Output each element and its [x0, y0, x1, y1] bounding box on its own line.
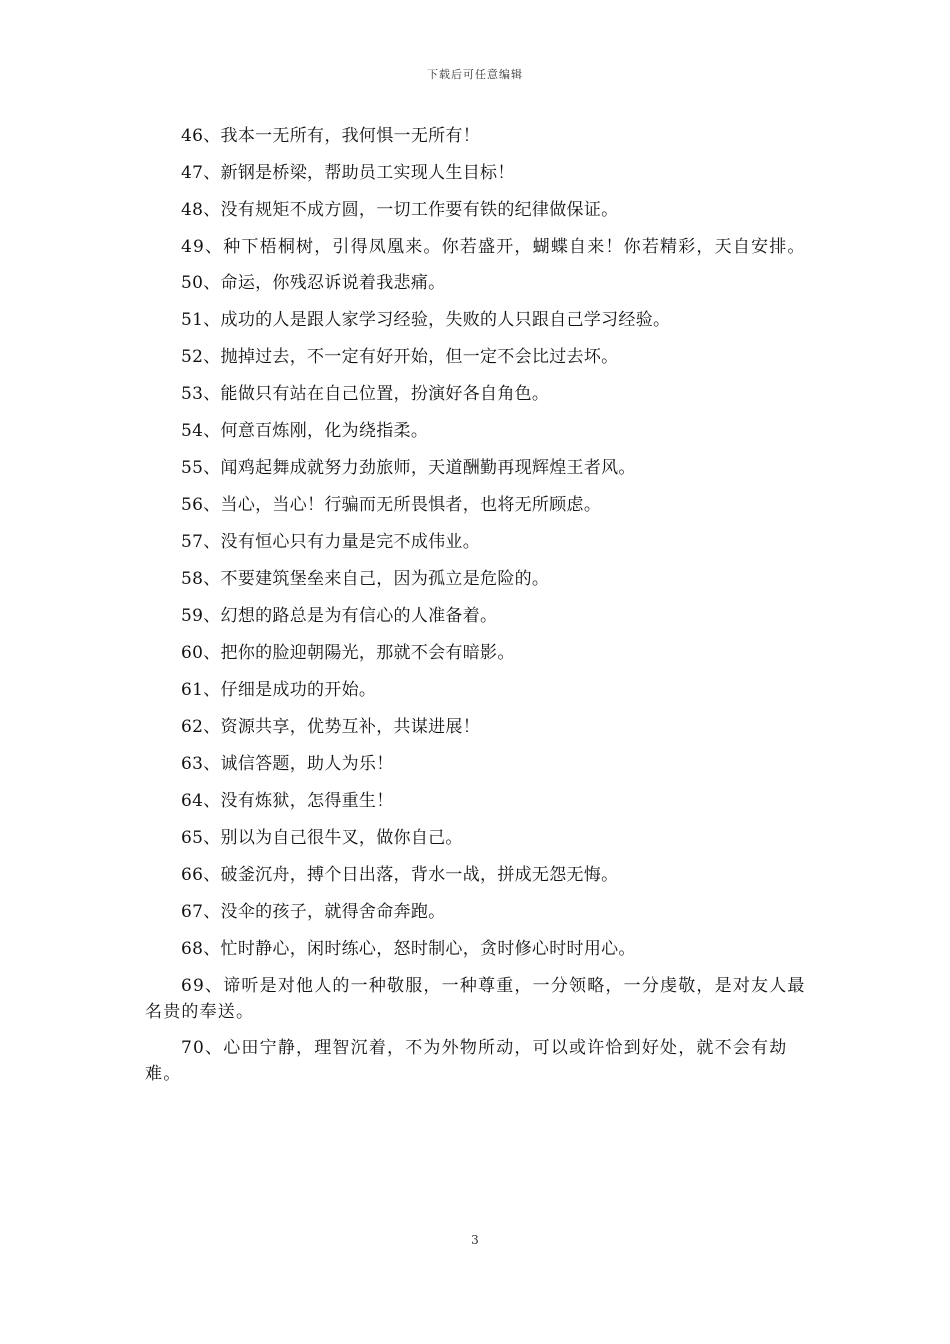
paragraph: 48、没有规矩不成方圆，一切工作要有铁的纪律做保证。 [181, 200, 619, 220]
paragraph: 56、当心，当心！行骗而无所畏惧者，也将无所顾虑。 [181, 495, 602, 515]
paragraph: 52、抛掉过去，不一定有好开始，但一定不会比过去坏。 [181, 347, 619, 367]
paragraph: 50、命运，你残忍诉说着我悲痛。 [181, 273, 446, 293]
paragraph: 64、没有炼狱，怎得重生！ [181, 791, 394, 811]
paragraph: 53、能做只有站在自己位置，扮演好各自角色。 [181, 384, 550, 404]
paragraph: 57、没有恒心只有力量是完不成伟业。 [181, 532, 481, 552]
paragraph: 55、闻鸡起舞成就努力劲旅师，天道酬勤再现辉煌王者风。 [181, 458, 636, 478]
paragraph: 51、成功的人是跟人家学习经验，失败的人只跟自己学习经验。 [181, 310, 671, 330]
paragraph: 66、破釜沉舟，搏个日出落，背水一战，拼成无怨无悔。 [181, 865, 619, 885]
page-header: 下载后可任意编辑 [427, 68, 523, 81]
paragraph: 65、别以为自己很牛叉，做你自己。 [181, 828, 463, 848]
paragraph: 59、幻想的路总是为有信心的人准备着。 [181, 606, 498, 626]
paragraph: 54、何意百炼刚，化为绕指柔。 [181, 421, 429, 441]
paragraph: 46、我本一无所有，我何惧一无所有！ [181, 126, 481, 146]
paragraph: 60、把你的脸迎朝陽光，那就不会有暗影。 [181, 643, 515, 663]
paragraph: 70、心田宁静，理智沉着，不为外物所动，可以或许恰到好处，就不会有劫难。 [145, 1038, 788, 1084]
paragraph: 58、不要建筑堡垒来自己，因为孤立是危险的。 [181, 569, 550, 589]
page-number: 3 [471, 1233, 479, 1247]
paragraph: 47、新钢是桥梁，帮助员工实现人生目标！ [181, 163, 515, 183]
paragraph: 61、仔细是成功的开始。 [181, 680, 377, 700]
paragraph: 67、没伞的孩子，就得舍命奔跑。 [181, 902, 446, 922]
paragraph: 49、种下梧桐树，引得凤凰来。你若盛开，蝴蝶自来！你若精彩，天自安排。 [181, 237, 806, 257]
paragraph: 62、资源共享，优势互补，共谋进展！ [181, 717, 481, 737]
document-body [145, 123, 808, 1097]
paragraph: 69、谛听是对他人的一种敬服，一种尊重，一分领略，一分虔敬，是对友人最名贵的奉送。 [145, 976, 806, 1022]
paragraph: 68、忙时静心，闲时练心，怒时制心，贪时修心时时用心。 [181, 939, 636, 959]
paragraph: 63、诚信答题，助人为乐！ [181, 754, 394, 774]
